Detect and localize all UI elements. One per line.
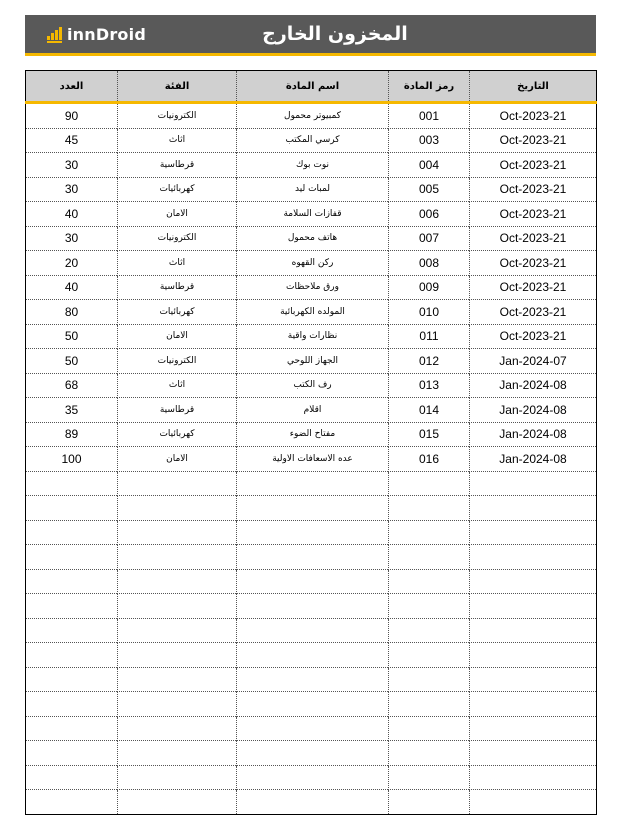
cell-date: [470, 765, 597, 790]
cell-count: 45: [26, 128, 118, 153]
cell-count: 35: [26, 398, 118, 423]
table-row: [26, 765, 597, 790]
cell-code: 004: [389, 153, 470, 178]
cell-count: 30: [26, 177, 118, 202]
cell-name: قفازات السلامة: [237, 202, 389, 227]
table-row: [26, 618, 597, 643]
cell-code: 010: [389, 300, 470, 325]
cell-code: 011: [389, 324, 470, 349]
cell-category: [118, 594, 237, 619]
cell-category: [118, 765, 237, 790]
cell-date: 08-Jan-2024: [470, 422, 597, 447]
cell-code: 006: [389, 202, 470, 227]
cell-name: نظارات واقية: [237, 324, 389, 349]
cell-count: 80: [26, 300, 118, 325]
table-row: [26, 275, 597, 300]
cell-code: [389, 569, 470, 594]
cell-code: 014: [389, 398, 470, 423]
cell-name: [237, 692, 389, 717]
cell-date: 21-Oct-2023: [470, 226, 597, 251]
table-row: [26, 177, 597, 202]
cell-count: [26, 667, 118, 692]
cell-name: [237, 545, 389, 570]
table-row: [26, 422, 597, 447]
cell-count: [26, 594, 118, 619]
cell-name: ورق ملاحظات: [237, 275, 389, 300]
cell-category: [118, 692, 237, 717]
cell-name: [237, 594, 389, 619]
cell-code: 008: [389, 251, 470, 276]
cell-category: الكترونيات: [118, 226, 237, 251]
table-row: [26, 790, 597, 815]
cell-count: [26, 545, 118, 570]
table-row: [26, 643, 597, 668]
cell-date: 08-Jan-2024: [470, 447, 597, 472]
cell-category: [118, 545, 237, 570]
cell-date: [470, 667, 597, 692]
cell-date: 08-Jan-2024: [470, 398, 597, 423]
cell-count: 40: [26, 275, 118, 300]
cell-count: [26, 618, 118, 643]
cell-name: عده الاسعافات الاولية: [237, 447, 389, 472]
table-row: [26, 103, 597, 129]
cell-name: الجهاز اللوحي: [237, 349, 389, 374]
table-row: [26, 716, 597, 741]
cell-category: [118, 496, 237, 521]
cell-code: [389, 545, 470, 570]
cell-category: [118, 643, 237, 668]
logo-text: innDroid: [67, 25, 146, 44]
cell-name: ركن القهوه: [237, 251, 389, 276]
table-row: [26, 153, 597, 178]
cell-date: 21-Oct-2023: [470, 153, 597, 178]
table-row: [26, 226, 597, 251]
cell-name: [237, 741, 389, 766]
table-row: [26, 692, 597, 717]
cell-code: [389, 667, 470, 692]
cell-count: [26, 520, 118, 545]
header-banner: [25, 15, 596, 56]
cell-count: 30: [26, 226, 118, 251]
cell-date: [470, 618, 597, 643]
cell-count: 89: [26, 422, 118, 447]
cell-date: 21-Oct-2023: [470, 275, 597, 300]
table-row: [26, 667, 597, 692]
table-row: [26, 324, 597, 349]
table-row: [26, 447, 597, 472]
cell-category: الكترونيات: [118, 103, 237, 129]
cell-code: [389, 496, 470, 521]
table-row: [26, 545, 597, 570]
cell-code: 016: [389, 447, 470, 472]
cell-category: الامان: [118, 447, 237, 472]
cell-date: 21-Oct-2023: [470, 103, 597, 129]
cell-count: [26, 765, 118, 790]
cell-date: 21-Oct-2023: [470, 202, 597, 227]
table-row: [26, 251, 597, 276]
cell-category: كهربائيات: [118, 177, 237, 202]
table-row: [26, 520, 597, 545]
cell-date: [470, 471, 597, 496]
cell-name: كمبيوتر محمول: [237, 103, 389, 129]
cell-category: الكترونيات: [118, 349, 237, 374]
cell-count: 40: [26, 202, 118, 227]
cell-count: [26, 716, 118, 741]
cell-code: 003: [389, 128, 470, 153]
cell-date: 21-Oct-2023: [470, 128, 597, 153]
table-row: [26, 496, 597, 521]
cell-name: اقلام: [237, 398, 389, 423]
cell-name: [237, 569, 389, 594]
cell-count: 90: [26, 103, 118, 129]
cell-name: [237, 643, 389, 668]
cell-date: [470, 569, 597, 594]
cell-count: 50: [26, 324, 118, 349]
cell-name: المولده الكهربائية: [237, 300, 389, 325]
cell-date: 07-Jan-2024: [470, 349, 597, 374]
cell-date: [470, 790, 597, 815]
cell-name: رف الكتب: [237, 373, 389, 398]
cell-count: [26, 790, 118, 815]
cell-code: 005: [389, 177, 470, 202]
cell-code: [389, 520, 470, 545]
table-row: [26, 300, 597, 325]
table-row: [26, 569, 597, 594]
column-header-category: الفئة: [118, 71, 237, 103]
cell-name: كرسي المكتب: [237, 128, 389, 153]
table-row: [26, 741, 597, 766]
table-row: [26, 202, 597, 227]
cell-name: [237, 520, 389, 545]
table-row: [26, 128, 597, 153]
cell-category: كهربائيات: [118, 422, 237, 447]
inventory-table: [25, 70, 597, 815]
cell-category: قرطاسية: [118, 398, 237, 423]
cell-code: [389, 765, 470, 790]
table-row: [26, 398, 597, 423]
cell-count: [26, 692, 118, 717]
cell-date: 08-Jan-2024: [470, 373, 597, 398]
cell-category: [118, 667, 237, 692]
table-row: [26, 373, 597, 398]
cell-date: [470, 520, 597, 545]
cell-code: [389, 471, 470, 496]
cell-code: [389, 790, 470, 815]
cell-category: كهربائيات: [118, 300, 237, 325]
cell-category: اثاث: [118, 251, 237, 276]
cell-date: [470, 741, 597, 766]
cell-code: [389, 643, 470, 668]
cell-name: [237, 496, 389, 521]
cell-code: 001: [389, 103, 470, 129]
cell-name: [237, 618, 389, 643]
cell-date: [470, 643, 597, 668]
cell-name: [237, 765, 389, 790]
cell-name: [237, 716, 389, 741]
brand-logo: [47, 24, 146, 46]
cell-code: [389, 716, 470, 741]
cell-category: الامان: [118, 324, 237, 349]
cell-date: [470, 692, 597, 717]
bar-chart-logo-icon: [47, 26, 65, 44]
cell-code: [389, 741, 470, 766]
cell-code: 012: [389, 349, 470, 374]
table-header-row: [26, 71, 597, 103]
cell-code: 013: [389, 373, 470, 398]
cell-count: [26, 741, 118, 766]
table-row: [26, 349, 597, 374]
cell-name: مفتاح الضوء: [237, 422, 389, 447]
cell-category: [118, 471, 237, 496]
cell-date: [470, 716, 597, 741]
cell-category: [118, 569, 237, 594]
cell-name: نوت بوك: [237, 153, 389, 178]
cell-date: [470, 545, 597, 570]
cell-code: 009: [389, 275, 470, 300]
cell-name: [237, 471, 389, 496]
cell-count: [26, 569, 118, 594]
cell-date: [470, 594, 597, 619]
cell-category: [118, 716, 237, 741]
cell-category: [118, 741, 237, 766]
table-row: [26, 594, 597, 619]
cell-count: 50: [26, 349, 118, 374]
cell-category: [118, 520, 237, 545]
cell-count: 20: [26, 251, 118, 276]
cell-count: [26, 496, 118, 521]
cell-date: [470, 496, 597, 521]
cell-name: [237, 667, 389, 692]
column-header-code: رمز المادة: [389, 71, 470, 103]
cell-name: لمبات ليد: [237, 177, 389, 202]
cell-name: [237, 790, 389, 815]
cell-code: [389, 594, 470, 619]
cell-count: [26, 471, 118, 496]
cell-category: [118, 618, 237, 643]
page-title: المخزون الخارج: [262, 23, 408, 45]
cell-code: [389, 618, 470, 643]
cell-count: 68: [26, 373, 118, 398]
cell-category: قرطاسية: [118, 153, 237, 178]
cell-category: [118, 790, 237, 815]
table-row: [26, 471, 597, 496]
cell-category: اثاث: [118, 128, 237, 153]
cell-category: اثاث: [118, 373, 237, 398]
cell-name: هاتف محمول: [237, 226, 389, 251]
cell-code: 015: [389, 422, 470, 447]
column-header-name: اسم المادة: [237, 71, 389, 103]
cell-code: [389, 692, 470, 717]
column-header-date: التاريخ: [470, 71, 597, 103]
cell-category: الامان: [118, 202, 237, 227]
cell-date: 21-Oct-2023: [470, 177, 597, 202]
column-header-count: العدد: [26, 71, 118, 103]
cell-count: 100: [26, 447, 118, 472]
table-body: [26, 103, 597, 815]
cell-date: 21-Oct-2023: [470, 300, 597, 325]
cell-date: 21-Oct-2023: [470, 251, 597, 276]
cell-count: 30: [26, 153, 118, 178]
cell-date: 21-Oct-2023: [470, 324, 597, 349]
cell-code: 007: [389, 226, 470, 251]
cell-count: [26, 643, 118, 668]
cell-category: قرطاسية: [118, 275, 237, 300]
